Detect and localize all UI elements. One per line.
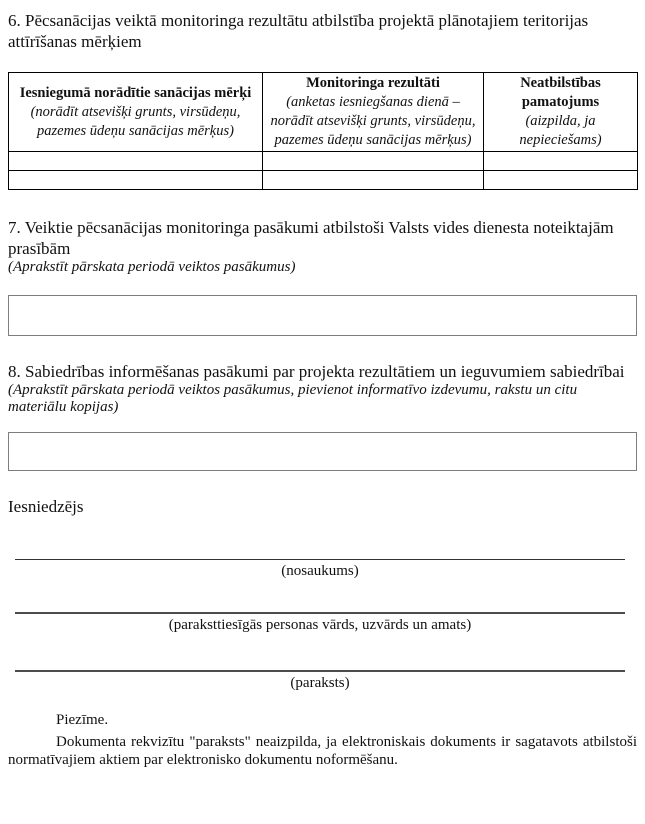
- name-caption: (nosaukums): [281, 563, 359, 579]
- column-header-iesnieguma-merki: [9, 73, 263, 152]
- section8: [8, 361, 637, 471]
- column-note: (anketas iesniegšanas dienā – norādīt atsevišķi grunts, virsūdeņu, pazemes ūdeņu sanācijas mērķus): [270, 94, 476, 148]
- table-cell-merki-1[interactable]: [9, 152, 263, 171]
- section7-instruction: (Aprakstīt pārskata periodā veiktos pasākumus): [8, 259, 296, 275]
- column-title: Monitoringa rezultāti: [306, 75, 440, 91]
- column-title: Neatbilstības pamatojums: [520, 75, 601, 110]
- table-row: [9, 152, 638, 171]
- section7-heading: 7. Veiktie pēcsanācijas monitoringa pasākumi atbilstoši Valsts vides dienesta noteiktajām prasībām: [8, 218, 614, 258]
- column-note: (norādīt atsevišķi grunts, virsūdeņu, pazemes ūdeņu sanācijas mērķus): [30, 103, 241, 139]
- section8-instruction: (Aprakstīt pārskata periodā veiktos pasākumus, pievienot informatīvo izdevumu, rakstu un citu materiālu kopijas): [8, 382, 578, 415]
- section8-heading: 8. Sabiedrības informēšanas pasākumi par projekta rezultātiem un ieguvumiem sabiedrībai: [8, 362, 625, 381]
- person-caption: (paraksttiesīgās personas vārds, uzvārds un amats): [168, 617, 472, 633]
- footer-note-title: Piezīme.: [56, 712, 109, 728]
- column-header-neatbilstibas-pamatojums: [484, 73, 638, 152]
- footer-note-body: Dokumenta rekvizītu "paraksts" neaizpilda, ja elektroniskais dokuments ir sagatavots atbilstoši normatīvajiem aktiem par elektronisko dokumentu noformēšanu.: [8, 734, 637, 768]
- sanacijas-merki-table: [8, 72, 638, 190]
- section8-input-box[interactable]: [8, 432, 637, 471]
- table-cell-pamatojums-1[interactable]: [484, 152, 638, 171]
- section7-input-box[interactable]: [8, 295, 637, 336]
- table-cell-rezultati-2[interactable]: [263, 171, 484, 190]
- submitter-label: Iesniedzējs: [8, 497, 84, 516]
- section7: [8, 217, 637, 336]
- table-cell-pamatojums-2[interactable]: [484, 171, 638, 190]
- signature-block: [15, 559, 625, 691]
- table-cell-rezultati-1[interactable]: [263, 152, 484, 171]
- table-row: [9, 171, 638, 190]
- footer-note: [8, 711, 637, 769]
- signature-caption: (paraksts): [290, 675, 350, 691]
- table-cell-merki-2[interactable]: [9, 171, 263, 190]
- column-header-monitoringa-rezultati: [263, 73, 484, 152]
- column-title: Iesniegumā norādītie sanācijas mērķi: [19, 84, 252, 101]
- table-header-row: [9, 73, 638, 152]
- column-note: (aizpilda, ja nepieciešams): [519, 113, 602, 148]
- section6-heading: 6. Pēcsanācijas veiktā monitoringa rezultātu atbilstība projektā plānotajiem teritorijas attīrīšanas mērķiem: [8, 11, 589, 51]
